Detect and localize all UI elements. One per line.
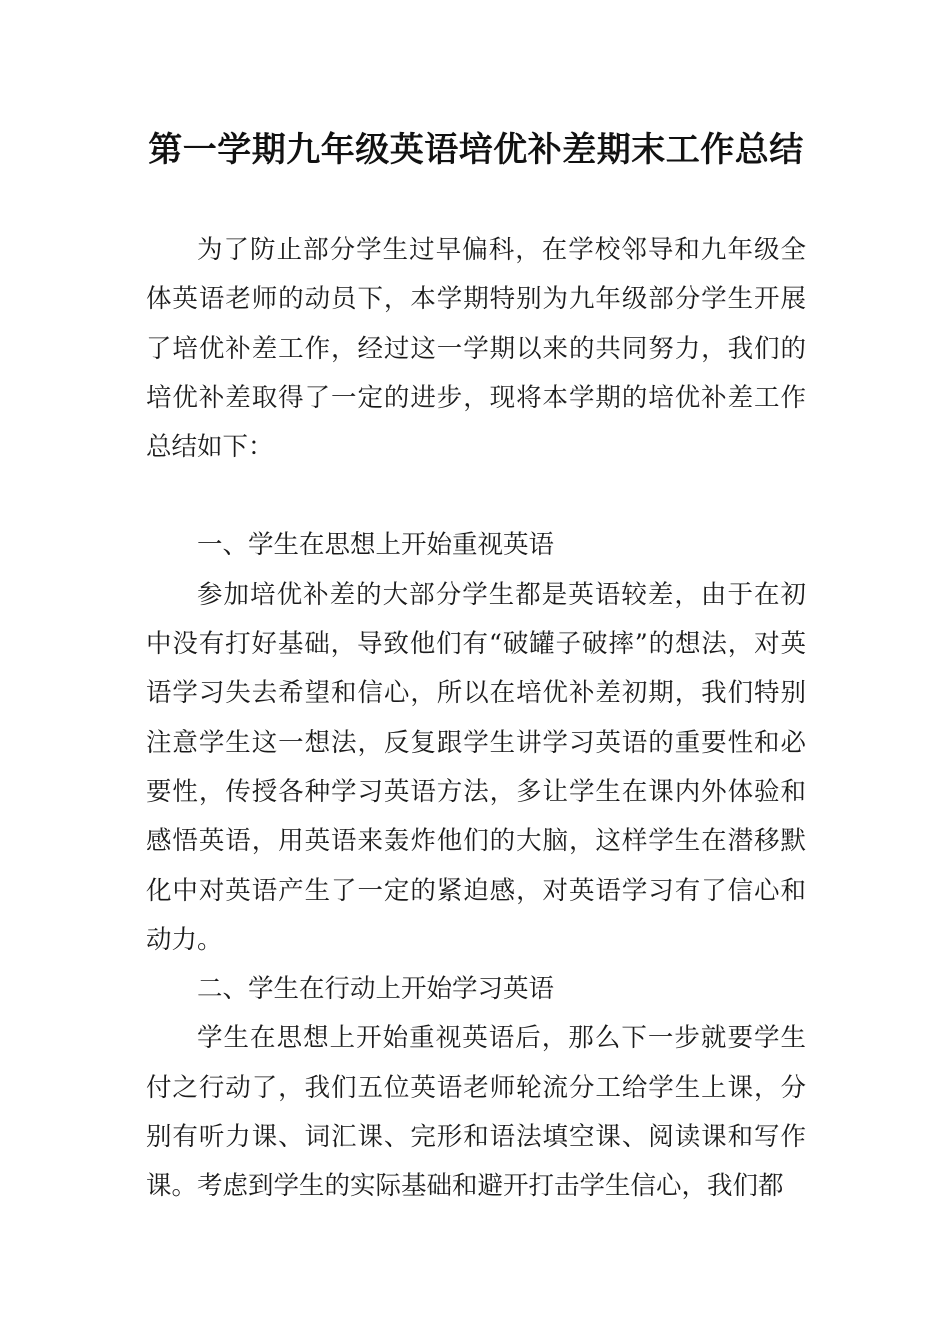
- intro-paragraph: 为了防止部分学生过早偏科，在学校邻导和九年级全体英语老师的动员下，本学期特别为九年级部分学生开展了培优补差工作，经过这一学期以来的共同努力，我们的培优补差取得了一定的进步，现将本学期的培优补差工作总结如下：: [146, 235, 806, 463]
- document-body: [146, 226, 806, 1212]
- section-1-heading: 一、学生在思想上开始重视英语: [197, 530, 555, 561]
- section-1-paragraph: 参加培优补差的大部分学生都是英语较差，由于在初中没有打好基础，导致他们有“破罐子破摔”的想法，对英语学习失去希望和信心，所以在培优补差初期，我们特别注意学生这一想法，反复跟学生讲学习英语的重要性和必要性，传授各种学习英语方法，多让学生在课内外体验和感悟英语，用英语来轰炸他们的大脑，这样学生在潜移默化中对英语产生了一定的紧迫感，对英语学习有了信心和动力。: [146, 579, 806, 955]
- section-2-heading: 二、学生在行动上开始学习英语: [197, 974, 555, 1005]
- document-title: 第一学期九年级英语培优补差期末工作总结: [148, 130, 804, 170]
- section-2-paragraph: 学生在思想上开始重视英语后，那么下一步就要学生付之行动了，我们五位英语老师轮流分工给学生上课，分别有听力课、词汇课、完形和语法填空课、阅读课和写作课。考虑到学生的实际基础和避开打击学生信心，我们都: [146, 1023, 806, 1202]
